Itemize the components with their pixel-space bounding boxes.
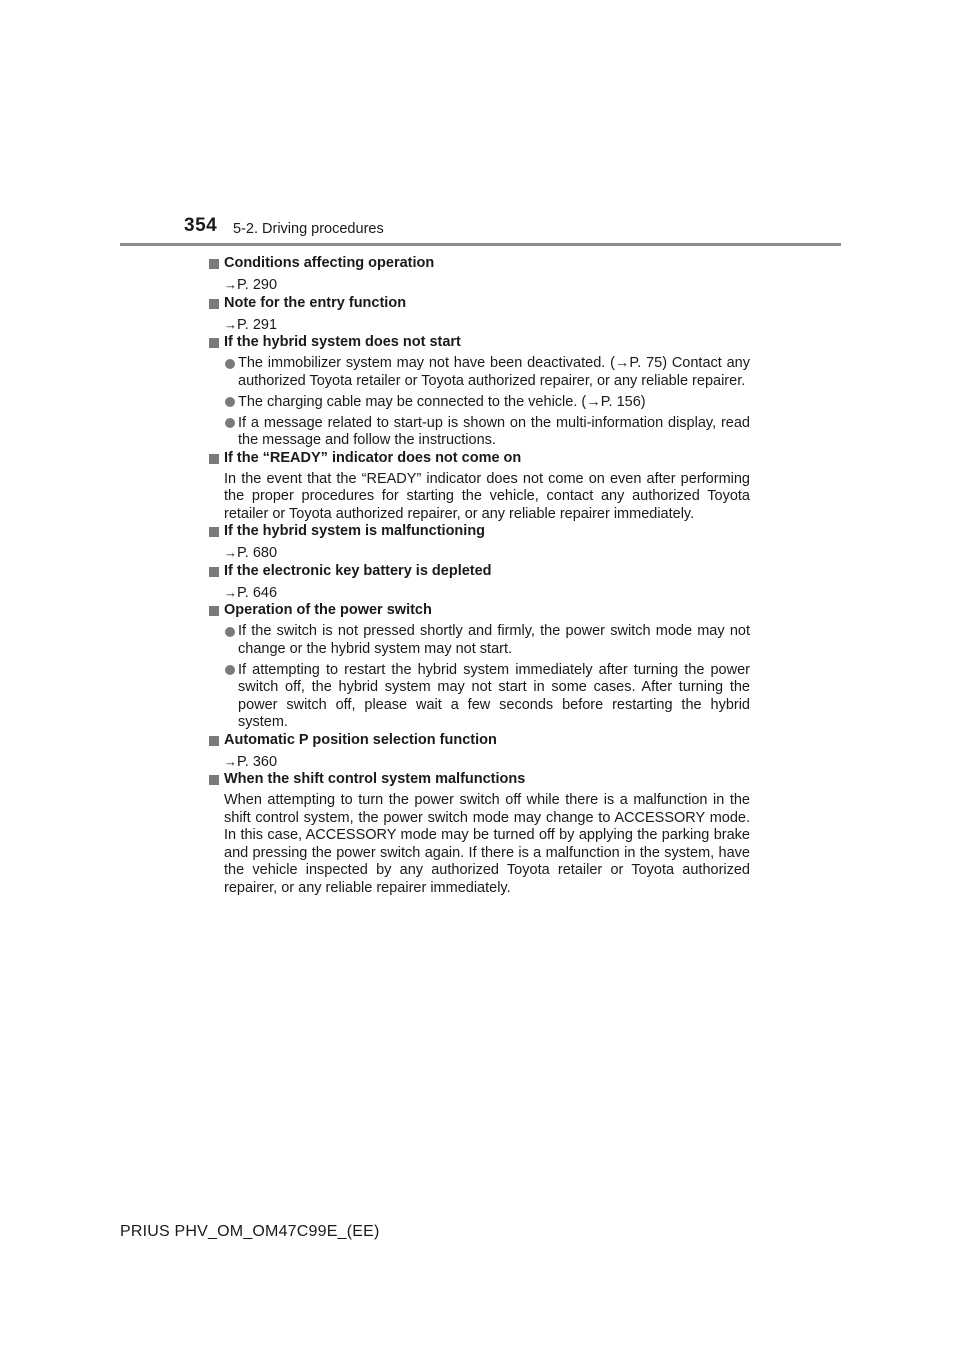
square-bullet-icon: [209, 606, 219, 616]
page-reference: →P. 291: [224, 316, 278, 333]
page-number: 354: [184, 215, 218, 236]
square-bullet-icon: [209, 454, 219, 464]
footer-manual-code: PRIUS PHV_OM_OM47C99E_(EE): [120, 1223, 380, 1240]
square-bullet-icon: [209, 567, 219, 577]
item-heading: Operation of the power switch: [208, 602, 750, 620]
item-automatic-p-position: [208, 732, 750, 772]
item-heading: If the hybrid system is malfunctioning: [208, 523, 750, 541]
item-note-entry-function: [208, 295, 750, 335]
item-heading: If the “READY” indicator does not come on: [208, 450, 750, 468]
item-ready-indicator: [208, 450, 750, 524]
item-hybrid-malfunctioning: [208, 523, 750, 563]
page-reference: →P. 646: [224, 584, 278, 601]
arrow-right-icon: →: [224, 277, 237, 292]
circle-bullet-icon: [225, 359, 235, 369]
circle-bullet-icon: [225, 418, 235, 428]
circle-bullet-icon: [225, 397, 235, 407]
square-bullet-icon: [209, 527, 219, 537]
page-reference: →P. 290: [224, 277, 278, 293]
item-hybrid-system-does-not-start: [208, 334, 750, 450]
item-heading: Automatic P position selection function: [208, 732, 750, 750]
arrow-right-icon: →: [224, 316, 237, 332]
square-bullet-icon: [209, 736, 219, 746]
circle-bullet-icon: [225, 627, 235, 637]
item-conditions-affecting-operation: [208, 255, 750, 295]
bullet-point: The charging cable may be connected to the vehicle. (→P. 156): [208, 394, 750, 412]
content: [208, 255, 750, 897]
header-rule: [120, 243, 841, 246]
circle-bullet-icon: [225, 665, 235, 675]
square-bullet-icon: [209, 299, 219, 309]
arrow-right-icon: →: [224, 584, 237, 600]
item-key-battery-depleted: [208, 563, 750, 603]
square-bullet-icon: [209, 259, 219, 269]
item-heading: Conditions affecting operation: [208, 255, 750, 273]
item-shift-control-malfunctions: [208, 771, 750, 897]
square-bullet-icon: [209, 338, 219, 348]
item-heading: When the shift control system malfunctions: [208, 771, 750, 789]
arrow-right-icon: →: [224, 545, 237, 560]
bullet-point: If a message related to start-up is shown on the multi-information display, read the message and follow the instructions.: [208, 415, 750, 450]
item-heading: If the electronic key battery is depleted: [208, 563, 750, 581]
square-bullet-icon: [209, 775, 219, 785]
item-text: In the event that the “READY” indicator does not come on even after performing the proper procedures for starting the vehicle, contact any authorized Toyota retailer or Toyota authorized repairer, or any reliable repairer immediately.: [224, 470, 750, 522]
bullet-point: The immobilizer system may not have been deactivated. (→P. 75) Contact any authorized Toyota retailer or Toyota authorized repairer, or any reliable repairer.: [208, 355, 750, 390]
bullet-point: If the switch is not pressed shortly and firmly, the power switch mode may not change or the hybrid system may not start.: [208, 623, 750, 658]
item-text: When attempting to turn the power switch off while there is a malfunction in the shift control system, the power switch mode may change to ACCESSORY mode. In this case, ACCESSORY mode may be turned off by applying the parking brake and pressing the power switch again. If there is a malfunction in the system, have the vehicle inspected by any authorized Toyota retailer or Toyota authorized repairer, or any reliable repairer immediately.: [224, 792, 750, 896]
arrow-right-icon: →: [224, 753, 237, 769]
bullet-point: If attempting to restart the hybrid system immediately after turning the power switch off, the hybrid system may not start in some cases. After turning the power switch off, please wait a few seconds before restarting the hybrid system.: [208, 662, 750, 732]
page-reference: →P. 680: [224, 545, 278, 561]
item-heading: Note for the entry function: [208, 295, 750, 313]
item-heading: If the hybrid system does not start: [208, 334, 750, 352]
section-title: 5-2. Driving procedures: [233, 221, 384, 237]
item-operation-power-switch: [208, 602, 750, 732]
page-reference: →P. 360: [224, 753, 278, 770]
